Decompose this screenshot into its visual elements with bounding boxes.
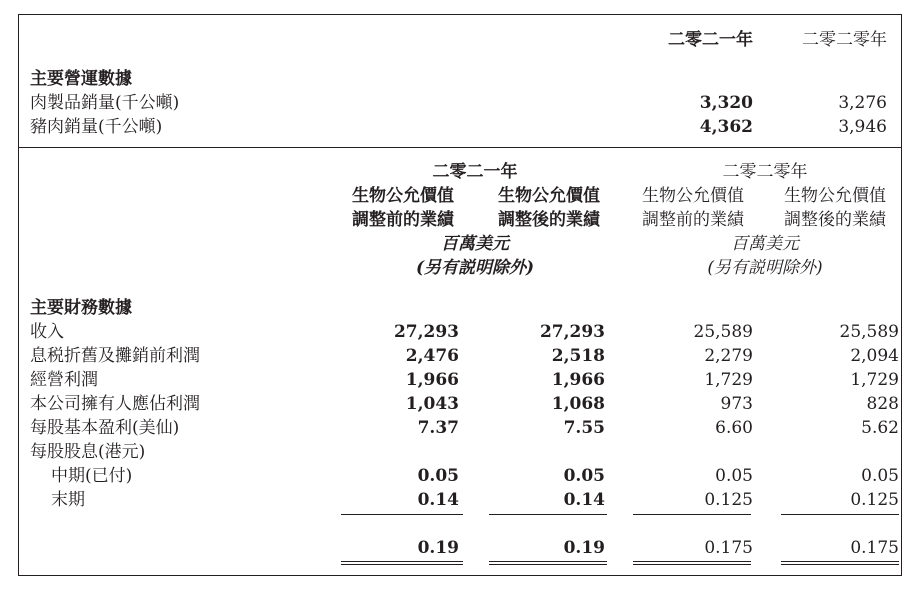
cell-2021-before: 7.37 (417, 418, 459, 438)
dividend-heading: 每股股息(港元) (30, 442, 146, 462)
cell-2021-after: 1,068 (551, 394, 605, 414)
ops-row-value-2020: 3,276 (838, 93, 887, 113)
cell-2020-before: 1,729 (704, 370, 753, 390)
cell-2020-after: 1,729 (850, 370, 899, 390)
cell-2020-before: 2,279 (704, 346, 753, 366)
fin-year-2021-header: 二零二一年 (432, 162, 518, 182)
fin-row-label: 本公司擁有人應佔利潤 (30, 394, 200, 414)
col-after-adjustment-line2: 調整後的業績 (784, 210, 886, 230)
col-before-adjustment-line2: 調整前的業績 (352, 210, 454, 230)
cell-2021-before: 0.14 (417, 490, 459, 510)
cell-2020-before: 0.125 (704, 490, 753, 510)
subtotal-rule (489, 514, 607, 515)
fin-unit-2021: 百萬美元 (441, 234, 509, 254)
cell-2020-before: 0.05 (715, 466, 753, 486)
financial-summary-table (18, 14, 902, 576)
total-double-rule (489, 561, 607, 565)
fin-section-heading: 主要財務數據 (30, 298, 132, 318)
dividend-row-label: 末期 (51, 490, 85, 510)
cell-2021-before: 1,966 (405, 370, 459, 390)
cell-2021-before: 2,476 (405, 346, 459, 366)
fin-row-label: 經營利潤 (30, 370, 98, 390)
ops-row-label: 肉製品銷量(千公噸) (30, 93, 180, 113)
total-double-rule (341, 561, 463, 565)
fin-year-2020-header: 二零二零年 (722, 162, 808, 182)
total-2021-before: 0.19 (417, 538, 459, 558)
total-2020-before: 0.175 (704, 538, 753, 558)
ops-year-2021-header: 二零二一年 (668, 30, 753, 50)
cell-2021-after: 7.55 (563, 418, 605, 438)
cell-2020-after: 0.125 (850, 490, 899, 510)
fin-unit-note-2021: (另有説明除外) (415, 258, 535, 278)
total-double-rule (781, 561, 899, 565)
col-before-adjustment-line1: 生物公允價值 (642, 186, 744, 206)
ops-row-label: 豬肉銷量(千公噸) (30, 117, 163, 137)
cell-2021-before: 27,293 (393, 322, 459, 342)
ops-row-value-2020: 3,946 (838, 117, 887, 137)
cell-2020-before: 973 (720, 394, 753, 414)
cell-2021-after: 0.05 (563, 466, 605, 486)
ops-row-value-2021: 4,362 (699, 117, 753, 137)
col-after-adjustment-line1: 生物公允價值 (784, 186, 886, 206)
fin-row-label: 息税折舊及攤銷前利潤 (30, 346, 200, 366)
cell-2020-after: 828 (866, 394, 899, 414)
cell-2020-after: 0.05 (861, 466, 899, 486)
col-after-adjustment-line1: 生物公允價值 (498, 186, 600, 206)
ops-year-2020-header: 二零二零年 (802, 30, 887, 50)
subtotal-rule (633, 514, 751, 515)
cell-2021-before: 0.05 (417, 466, 459, 486)
dividend-row-label: 中期(已付) (51, 466, 133, 486)
cell-2021-after: 2,518 (551, 346, 605, 366)
cell-2020-after: 25,589 (839, 322, 899, 342)
ops-section-heading: 主要營運數據 (30, 69, 132, 89)
col-before-adjustment-line1: 生物公允價值 (352, 186, 454, 206)
total-2021-after: 0.19 (563, 538, 605, 558)
cell-2020-after: 5.62 (861, 418, 899, 438)
fin-unit-note-2020: (另有説明除外) (707, 258, 823, 278)
cell-2021-after: 1,966 (551, 370, 605, 390)
col-after-adjustment-line2: 調整後的業績 (498, 210, 600, 230)
fin-row-label: 收入 (30, 322, 64, 342)
total-double-rule (633, 561, 751, 565)
subtotal-rule (341, 514, 463, 515)
fin-unit-2020: 百萬美元 (731, 234, 799, 254)
fin-row-label: 每股基本盈利(美仙) (30, 418, 180, 438)
cell-2021-after: 27,293 (539, 322, 605, 342)
ops-row-value-2021: 3,320 (699, 93, 753, 113)
cell-2021-after: 0.14 (563, 490, 605, 510)
cell-2021-before: 1,043 (405, 394, 459, 414)
cell-2020-before: 25,589 (693, 322, 753, 342)
total-2020-after: 0.175 (850, 538, 899, 558)
cell-2020-before: 6.60 (715, 418, 753, 438)
col-before-adjustment-line2: 調整前的業績 (642, 210, 744, 230)
section-divider (19, 147, 901, 148)
subtotal-rule (781, 514, 899, 515)
cell-2020-after: 2,094 (850, 346, 899, 366)
